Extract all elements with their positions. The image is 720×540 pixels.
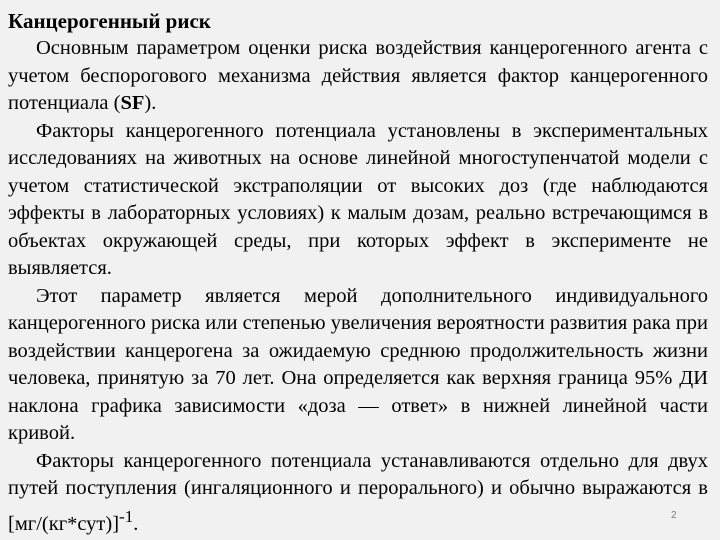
paragraph-text: . [133,512,139,535]
paragraph-risk-measure: Этот параметр является мерой дополнительного индивидуального канцерогенного риска или степенью увеличения вероятности развития рака при воздействии канцерогена за ожидаемую среднюю продолжительность жизни человека, принятую за 70 лет. Она определяется как верхняя граница 95% ДИ наклона графика зависимости «доза — ответ» в нижней линейной части кривой. [8,284,708,444]
paragraph-text: Факторы канцерогенного потенциала устанавливаются отдельно для двух путей поступления (ингаляционного и перорального) и обычно выражаются в [мг/(кг*сут)] [8,449,708,535]
paragraph-sf-definition [8,35,708,118]
slide-title: Канцерогенный риск [8,9,211,33]
paragraph-text: ). [144,92,157,114]
paragraph-text: Основным параметром оценки риска воздействия канцерогенного агента с учетом беспорогового механизма действия является фактор канцерогенного потенциала ( [8,37,708,114]
unit-exponent: -1 [119,506,134,526]
paragraph-exposure-routes [8,448,708,538]
paragraph-experimental-basis: Факторы канцерогенного потенциала установлены в экспериментальных исследованиях на животных на основе линейной многоступенчатой модели с учетом статистической экстраполяции от высоких доз (где наблюдаются эффекты в лабораторных условиях) к малым дозам, реально встречающимся в объектах окружающей среды, при которых эффект в эксперименте не выявляется. [8,119,708,279]
sf-term: SF [120,92,145,114]
page-number: 2 [671,510,677,521]
slide-body [8,35,708,538]
